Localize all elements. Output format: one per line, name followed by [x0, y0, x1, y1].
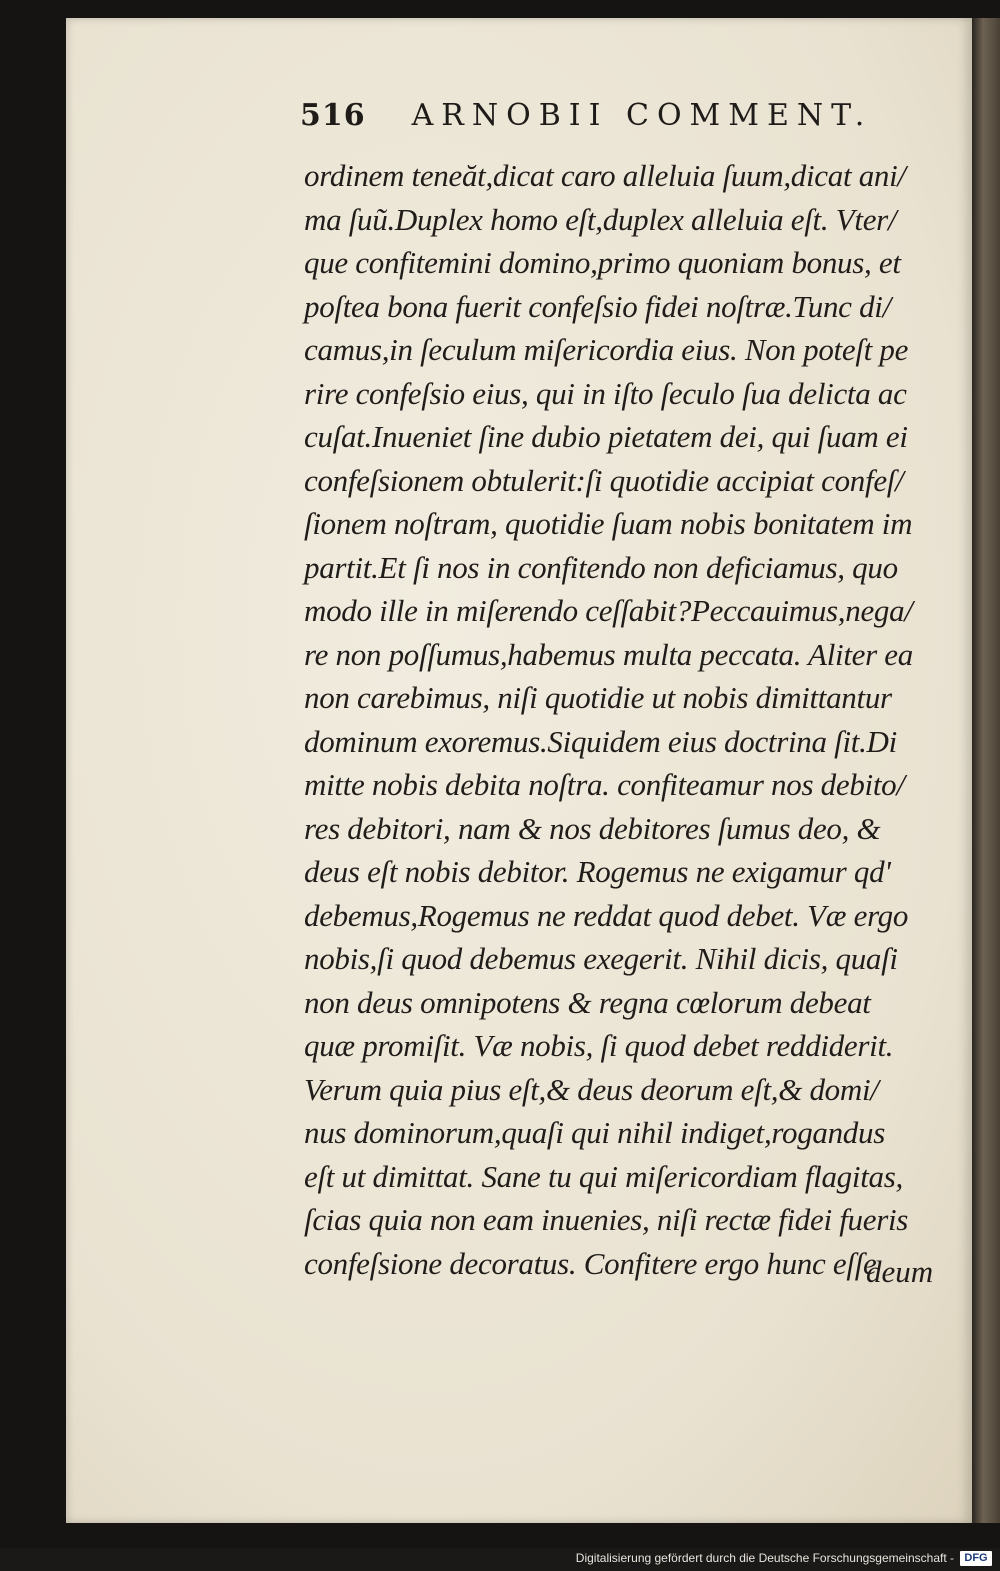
- text-line: cuſat.Inueniet ſine dubio pietatem dei, qui ſuam ei: [304, 419, 908, 454]
- text-line: modo ille in miſerendo ceſſabit?Peccauimus,nega/: [304, 593, 913, 628]
- catchword: deum: [866, 1254, 934, 1289]
- text-line: dominum exoremus.Siquidem eius doctrina ſit.Di: [304, 723, 897, 759]
- text-line: eſt ut dimittat. Sane tu qui miſericordiam flagitas,: [304, 1158, 903, 1194]
- text-line: mitte nobis debita noſtra. confiteamur nos debito/: [304, 767, 905, 802]
- text-line: ma ſuũ.Duplex homo eſt,duplex alleluia eſt. Vter/: [304, 201, 897, 237]
- text-line: partit.Et ſi nos in confitendo non deficiamus, quo: [304, 549, 898, 585]
- text-line: ſcias quia non eam inuenies, niſi rectæ fidei fueris: [304, 1202, 909, 1237]
- text-line: nus dominorum,quaſi qui nihil indiget,rogandus: [304, 1115, 885, 1150]
- text-line: non deus omnipotens & regna cœlorum debeat: [304, 984, 871, 1020]
- page-gutter: [972, 18, 1000, 1523]
- text-line: ordinem teneăt,dicat caro alleluia ſuum,dicat ani/: [304, 158, 906, 193]
- text-line: que confitemini domino,primo quoniam bonus, et: [304, 245, 901, 280]
- text-line: Verum quia pius eſt,& deus deorum eſt,& domi/: [304, 1071, 879, 1107]
- dfg-logo-icon: DFG: [960, 1551, 992, 1566]
- text-line: confeſsione decoratus. Confitere ergo hunc eſſe: [304, 1245, 877, 1281]
- text-line: non carebimus, niſi quotidie ut nobis dimittantur: [304, 680, 892, 715]
- text-line: poſtea bona fuerit confeſsio fidei noſtræ.Tunc di/: [304, 288, 891, 324]
- text-line: res debitori, nam & nos debitores ſumus deo, &: [304, 810, 881, 846]
- text-line: confeſsionem obtulerit:ſi quotidie accipiat confeſ/: [304, 462, 904, 498]
- text-line: re non poſſumus,habemus multa peccata. Aliter ea: [304, 636, 913, 672]
- text-line: quæ promiſit. Væ nobis, ſi quod debet reddiderit.: [304, 1028, 894, 1063]
- running-title: ARNOBII COMMENT.: [411, 98, 873, 133]
- text-line: nobis,ſi quod debemus exegerit. Nihil dicis, quaſi: [304, 941, 898, 976]
- text-line: ſionem noſtram, quotidie ſuam nobis bonitatem im: [304, 506, 913, 541]
- page-number: 516: [300, 98, 366, 133]
- text-line: camus,in ſeculum miſericordia eius. Non poteſt pe: [304, 332, 909, 367]
- text-block: [304, 154, 944, 1285]
- text-line: deus eſt nobis debitor. Rogemus ne exigamur qd': [304, 854, 891, 889]
- text-line: debemus,Rogemus ne reddat quod debet. Væ ergo: [304, 897, 909, 933]
- running-head: [300, 98, 900, 148]
- text-line: rire confeſsio eius, qui in iſto ſeculo ſua delicta ac: [304, 375, 907, 411]
- funding-note: Digitalisierung gefördert durch die Deutsche Forschungsgemeinschaft -: [575, 1551, 954, 1565]
